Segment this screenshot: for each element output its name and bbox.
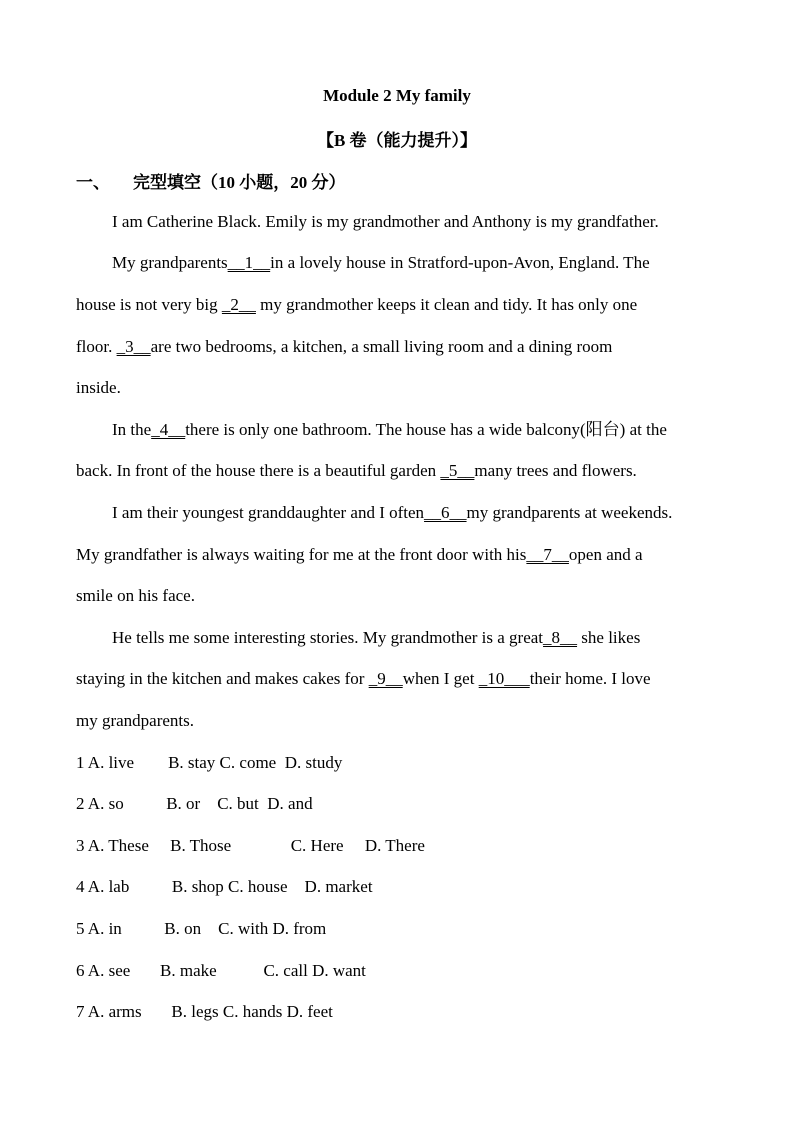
passage-line-13 (76, 710, 194, 732)
blank-10: _10___ (478, 669, 530, 688)
passage-line-10 (76, 585, 195, 607)
passage-line-1 (112, 211, 659, 233)
section-title: 完型填空（10 小题，20 分） (133, 173, 346, 192)
question-options-4: 4 A. lab B. shop C. house D. market (76, 877, 373, 896)
passage-text: my grandmother keeps it clean and tidy. It has only one (255, 295, 638, 314)
blank-5: _5__ (440, 461, 475, 480)
passage-text: staying in the kitchen and makes cakes for (76, 669, 369, 688)
passage-text: inside. (76, 378, 121, 397)
question-options-2: 2 A. so B. or C. but D. and (76, 794, 313, 813)
passage-text: floor. (76, 337, 117, 356)
passage-text: when I get (402, 669, 479, 688)
blank-7: __7__ (526, 545, 569, 564)
blank-6: __6__ (424, 503, 467, 522)
blank-8: _8__ (543, 628, 578, 647)
question-options-5: 5 A. in B. on C. with D. from (76, 919, 327, 938)
blank-2: _2__ (221, 295, 256, 314)
passage-text: I am their youngest granddaughter and I often (112, 503, 425, 522)
section-number: 一、 (76, 173, 110, 192)
passage-line-3 (76, 294, 637, 316)
question-options-7: 7 A. arms B. legs C. hands D. feet (76, 1002, 333, 1021)
passage-line-11 (112, 627, 640, 649)
passage-text: she likes (577, 628, 641, 647)
passage-text: I am Catherine Black. Emily is my grandmother and Anthony is my grandfather. (112, 212, 659, 231)
blank-9: _9__ (368, 669, 403, 688)
blank-1: __1__ (227, 253, 271, 272)
passage-text: their home. I love (529, 669, 651, 688)
question-options-3: 3 A. These B. Those C. Here D. There (76, 836, 425, 855)
question-options-6: 6 A. see B. make C. call D. want (76, 961, 366, 980)
passage-text: In the (112, 420, 152, 439)
passage-text: my grandparents at weekends. (466, 503, 673, 522)
passage-text: many trees and flowers. (474, 461, 637, 480)
section-heading (76, 168, 346, 193)
page-title: Module 2 My family (323, 86, 471, 105)
blank-3: _3__ (116, 337, 151, 356)
page-subtitle: 【B 卷（能力提升）】 (316, 131, 478, 150)
passage-text: open and a (568, 545, 643, 564)
passage-line-12 (76, 668, 651, 690)
passage-line-4 (76, 336, 612, 358)
passage-text: back. In front of the house there is a beautiful garden (76, 461, 441, 480)
passage-line-6 (112, 419, 667, 441)
passage-text: my grandparents. (76, 711, 195, 730)
passage-line-8 (112, 502, 672, 524)
passage-text: are two bedrooms, a kitchen, a small living room and a dining room (150, 337, 613, 356)
passage-text: house is not very big (76, 295, 222, 314)
passage-line-5 (76, 377, 121, 399)
passage-text: He tells me some interesting stories. My grandmother is a great (112, 628, 544, 647)
passage-text: My grandfather is always waiting for me at the front door with his (76, 545, 527, 564)
passage-text: in a lovely house in Stratford-upon-Avon, England. The (270, 253, 650, 272)
question-options-1: 1 A. live B. stay C. come D. study (76, 753, 343, 772)
passage-line-7 (76, 460, 637, 482)
passage-line-9 (76, 544, 643, 566)
passage-text: My grandparents (112, 253, 228, 272)
passage-text: smile on his face. (76, 586, 195, 605)
blank-4: _4__ (151, 420, 186, 439)
passage-line-2 (112, 252, 650, 274)
passage-text: there is only one bathroom. The house has a wide balcony(阳台) at the (185, 420, 667, 439)
